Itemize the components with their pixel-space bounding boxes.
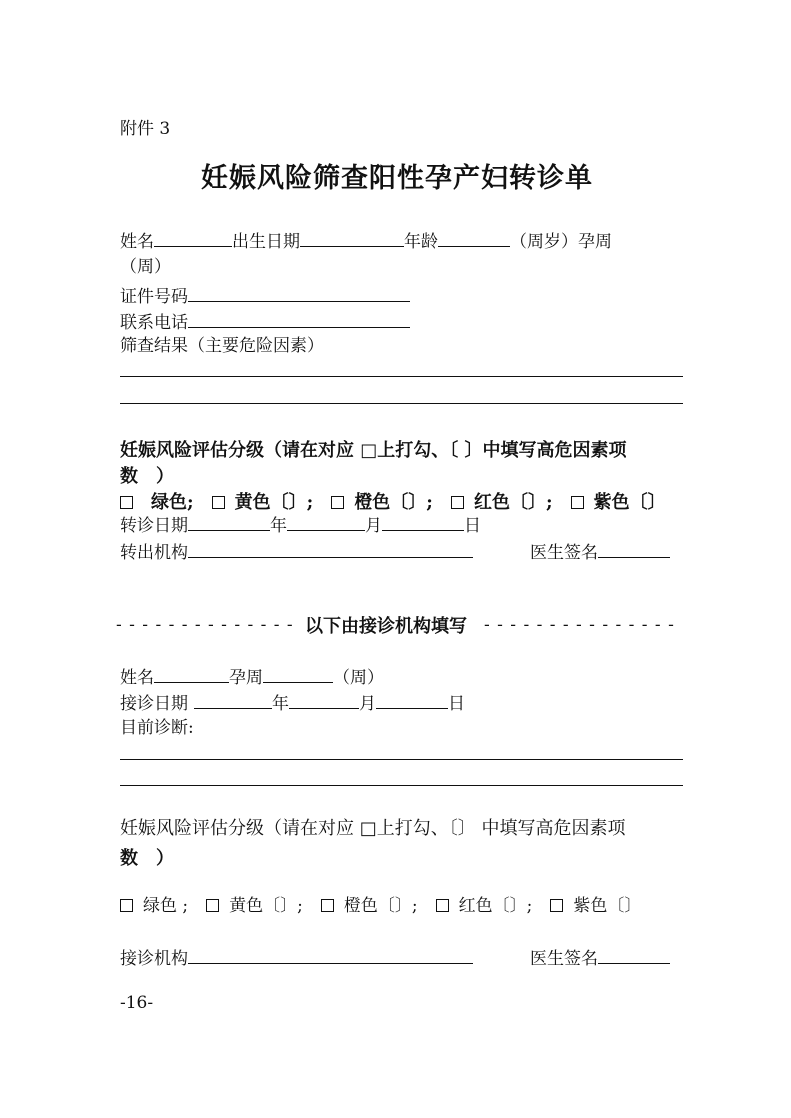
name-field[interactable] [154, 664, 229, 683]
divider-text: 以下由接诊机构填写 [305, 616, 467, 637]
doctor-label: 医生签名 [530, 949, 598, 969]
receiving-org-line [120, 945, 473, 970]
receiving-grade-heading-cont: 数 ） [120, 848, 174, 869]
org-field[interactable] [188, 539, 473, 558]
year-label: 年 [270, 516, 287, 536]
phone-field[interactable] [188, 309, 410, 328]
birth-label: 出生日期 [232, 232, 300, 252]
gest-field[interactable] [263, 664, 333, 683]
diagnosis-label: 目前诊断: [120, 718, 194, 738]
doctor-sign-field[interactable] [598, 945, 670, 964]
date-year-field[interactable] [188, 512, 270, 531]
screen-result-line-1[interactable] [120, 376, 683, 377]
checkbox-icon [321, 899, 334, 912]
age-label: 年龄 [404, 232, 438, 252]
checkbox-icon [571, 496, 584, 509]
date-label: 接诊日期 [120, 694, 188, 714]
yellow-option[interactable]: 黄色〔〕; [212, 492, 314, 513]
receiving-date-line [120, 690, 465, 715]
date-day-field[interactable] [376, 690, 448, 709]
name-label: 姓名 [120, 232, 154, 252]
age-unit: （周岁） [510, 232, 578, 252]
gest-unit: （周） [333, 668, 384, 688]
receiving-grade-options [120, 895, 641, 917]
month-label: 月 [359, 694, 376, 714]
page-number: -16- [120, 993, 154, 1013]
page-title: 妊娠风险筛查阳性孕产妇转诊单 [201, 163, 593, 194]
checkbox-icon [331, 496, 344, 509]
purple-option[interactable]: 紫色〔〕 [550, 896, 641, 916]
orange-option[interactable]: 橙色〔〕; [331, 492, 433, 513]
referral-info-line-1 [120, 228, 612, 253]
referral-grade-heading: 妊娠风险评估分级（请在对应 □上打勾、〔 〕中填写高危因素项 [120, 440, 627, 461]
doctor-label: 医生签名 [530, 543, 598, 563]
referral-org-line [120, 539, 473, 564]
date-month-field[interactable] [287, 512, 365, 531]
green-option[interactable]: 绿色 ; [120, 896, 188, 916]
org-field[interactable] [188, 945, 473, 964]
phone-line [120, 309, 410, 334]
referral-grade-heading-cont: 数 ） [120, 466, 174, 487]
gest-label: 孕周 [578, 232, 612, 252]
checkbox-icon [550, 899, 563, 912]
id-field[interactable] [188, 283, 410, 302]
day-label: 日 [464, 516, 481, 536]
referral-grade-options [120, 488, 666, 514]
receiving-grade-heading: 妊娠风险评估分级（请在对应 □上打勾、〔〕 中填写高危因素项 [120, 818, 626, 839]
day-label: 日 [448, 694, 465, 714]
checkbox-icon [212, 496, 225, 509]
attachment-label: 附件 3 [120, 119, 171, 139]
checkbox-icon [451, 496, 464, 509]
checkbox-icon [206, 899, 219, 912]
diagnosis-line-2[interactable] [120, 785, 683, 786]
date-label: 转诊日期 [120, 516, 188, 536]
checkbox-icon [120, 496, 133, 509]
date-year-field[interactable] [194, 690, 272, 709]
month-label: 月 [365, 516, 382, 536]
birth-field[interactable] [300, 228, 404, 247]
date-month-field[interactable] [289, 690, 359, 709]
gest-unit: （周） [120, 257, 171, 277]
date-day-field[interactable] [382, 512, 464, 531]
screen-result-line-2[interactable] [120, 403, 683, 404]
red-option[interactable]: 红色〔〕; [451, 492, 553, 513]
age-field[interactable] [438, 228, 510, 247]
id-label: 证件号码 [120, 287, 188, 307]
checkbox-icon [436, 899, 449, 912]
org-label: 接诊机构 [120, 949, 188, 969]
receiving-name-line [120, 664, 384, 689]
name-label: 姓名 [120, 668, 154, 688]
name-field[interactable] [154, 228, 232, 247]
phone-label: 联系电话 [120, 313, 188, 333]
purple-option[interactable]: 紫色〔〕 [571, 492, 666, 513]
divider-left: - - - - - - - - - - - - - - [116, 615, 294, 635]
divider-right: - - - - - - - - - - - - - - - [484, 615, 675, 635]
screen-label: 筛查结果（主要危险因素） [120, 336, 324, 356]
id-line [120, 283, 410, 308]
receiving-doctor-line [530, 945, 670, 970]
yellow-option[interactable]: 黄色〔〕; [206, 896, 303, 916]
year-label: 年 [272, 694, 289, 714]
referral-doctor-line [530, 539, 670, 564]
gest-label: 孕周 [229, 668, 263, 688]
red-option[interactable]: 红色〔〕; [436, 896, 533, 916]
green-option[interactable]: 绿色; [120, 492, 194, 513]
doctor-sign-field[interactable] [598, 539, 670, 558]
org-label: 转出机构 [120, 543, 188, 563]
referral-date-line [120, 512, 481, 537]
checkbox-icon [120, 899, 133, 912]
diagnosis-line-1[interactable] [120, 759, 683, 760]
orange-option[interactable]: 橙色〔〕; [321, 896, 418, 916]
